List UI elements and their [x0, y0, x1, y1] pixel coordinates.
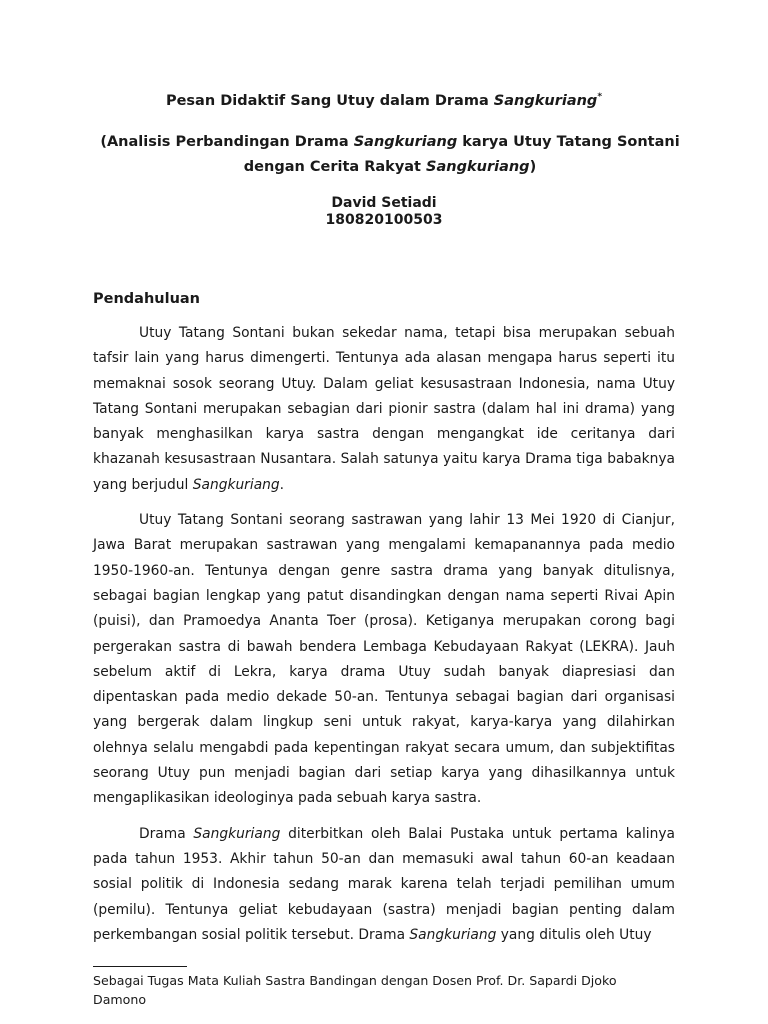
paragraph-italic: Sangkuriang [193, 825, 281, 842]
paragraph-text: yang ditulis oleh Utuy [496, 926, 652, 943]
subtitle-italic: Sangkuriang [426, 159, 530, 175]
author-block [0, 195, 768, 229]
title-text: Pesan Didaktif Sang Utuy dalam Drama [165, 93, 494, 109]
footnote: Sebagai Tugas Mata Kuliah Sastra Bandingan dengan Dosen Prof. Dr. Sapardi Djoko Damono [93, 973, 617, 1007]
document-title [0, 91, 768, 111]
subtitle-part: karya Utuy Tatang Sontani [457, 134, 680, 150]
paragraph-italic: Sangkuriang [192, 476, 280, 493]
subtitle-italic: Sangkuriang [353, 134, 458, 150]
paragraph-3 [93, 822, 675, 948]
paragraph-text: diterbitkan oleh Balai Pustaka untuk pertama kalinya pada tahun 1953. Akhir tahun 50-an dan memasuki awal tahun 60-an keadaan sosial politik di Indonesia sedang marak karena telah terjadi pemilihan umum (pemilu). Tentunya geliat kebudayaan (sastra) menjadi bagian penting dalam perkembangan sosial politik tersebut. Drama [93, 825, 675, 943]
paragraph-italic: Sangkuriang [409, 926, 497, 943]
paragraph-text: Utuy Tatang Sontani bukan sekedar nama, tetapi bisa merupakan sebuah tafsir lain yang harus dimengerti. Tentunya ada alasan mengapa harus seperti itu memaknai sosok seorang Utuy. Dalam geliat kesusastraan Indonesia, nama Utuy Tatang Sontani merupakan sebagian dari pionir sastra (dalam hal ini drama) yang banyak menghasilkan karya sastra dengan mengangkat ide ceritanya dari khazanah kesusastraan Nusantara. Salah satunya yaitu karya Drama tiga babaknya yang berjudul [93, 325, 675, 493]
paragraph-2: Utuy Tatang Sontani seorang sastrawan yang lahir 13 Mei 1920 di Cianjur, Jawa Barat merupakan sastrawan yang mengalami kemapanannya pada medio 1950-1960-an. Tentunya dengan genre sastra drama yang banyak ditulisnya, sebagai bagian lengkap yang patut disandingkan dengan nama seperti Rivai Apin (puisi), dan Pramoedya Ananta Toer (prosa). Ketiganya merupakan corong bagi pergerakan sastra di bawah bendera Lembaga Kebudayaan Rakyat (LEKRA). Jauh sebelum aktif di Lekra, karya drama Utuy sudah banyak diapresiasi dan dipentaskan pada medio dekade 50-an. Tentunya sebagai bagian dari organisasi yang bergerak dalam lingkup seni untuk rakyat, karya-karya yang dilahirkan olehnya selalu mengabdi pada kepentingan rakyat secara umum, dan subjektifitas seorang Utuy pun menjadi bagian dari setiap karya yang dihasilkannya untuk mengaplikasikan ideologinya pada sebuah karya sastra. [93, 512, 675, 807]
document-subtitle [60, 130, 720, 180]
subtitle-part: dengan Cerita Rakyat [243, 159, 427, 175]
footnote-divider [93, 966, 187, 967]
subtitle-part: (Analisis Perbandingan Drama [100, 134, 354, 150]
paragraph-text: Drama [139, 825, 194, 842]
body-text [93, 321, 675, 948]
section-heading: Pendahuluan [93, 291, 200, 307]
paragraph-text: . [279, 476, 285, 493]
title-italic: Sangkuriang [493, 93, 598, 109]
subtitle-part: ) [529, 159, 537, 175]
author-id: 180820100503 [325, 212, 443, 228]
paragraph-1 [93, 321, 675, 498]
footnote-mark: * [597, 92, 603, 102]
author-name: David Setiadi [331, 195, 437, 211]
